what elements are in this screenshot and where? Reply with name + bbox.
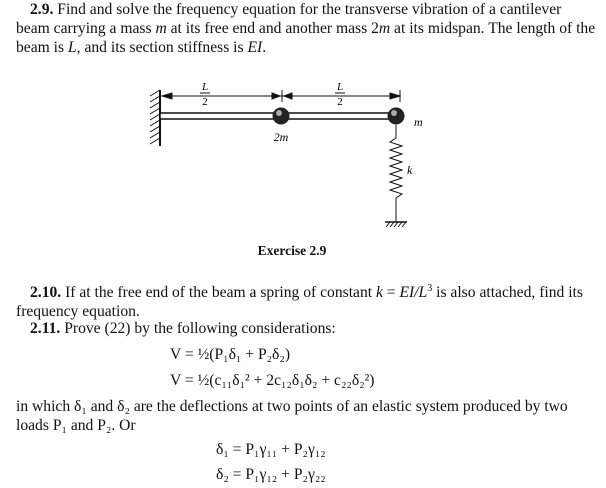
- svg-text:L: L: [336, 81, 344, 93]
- svg-text:L: L: [201, 81, 209, 93]
- svg-text:2: 2: [202, 96, 208, 108]
- spring-label: k: [407, 163, 413, 177]
- dimension-line: [162, 90, 400, 102]
- midspan-mass-label: 2m: [273, 130, 289, 144]
- half-length-label-left: [200, 81, 210, 108]
- end-mass-label: m: [414, 115, 423, 129]
- equation-v2: V = ½(c₁₁δ₁² + 2c₁₂δ₁δ₂ + c₂₂δ₂²): [170, 372, 375, 389]
- equation-d2: δ₂ = P₁γ₁₂ + P₂γ₂₂: [216, 466, 326, 483]
- exercise-2-10-text: 2.10. If at the free end of the beam a spring of constant $k = EI/L^3$ is also attached, find its frequency equation.: [16, 283, 583, 320]
- half-length-label-right: [335, 81, 345, 108]
- spring: [385, 125, 407, 222]
- fixed-wall: [150, 90, 160, 146]
- end-mass: [388, 108, 405, 125]
- exercise-number: 2.10.: [30, 284, 62, 301]
- svg-text:2: 2: [337, 96, 343, 108]
- figure-caption: Exercise 2.9: [257, 243, 327, 258]
- midspan-mass: [273, 108, 290, 125]
- exercise-2-9-text: 2.9. Find and solve the frequency equation for the transverse vibration of a cantilever beam carrying a mass m at its free end and another mass 2m at its midspan. The length of the beam is L, and its section stiffness is EI.: [16, 1, 596, 56]
- exercise-number: 2.9.: [30, 1, 54, 18]
- equation-d1: δ₁ = P₁γ₁₁ + P₂γ₁₂: [216, 441, 326, 458]
- exercise-2-11-text: 2.11. Prove (22) by the following considerations:: [30, 320, 336, 337]
- which-text: in which δ₁ and δ₂ are the deflections at two points of an elastic system produced by two loads P₁ and P₂. Or: [16, 398, 568, 434]
- exercise-number: 2.11.: [30, 320, 61, 337]
- equation-v1: V = ½(P₁δ₁ + P₂δ₂): [170, 346, 291, 363]
